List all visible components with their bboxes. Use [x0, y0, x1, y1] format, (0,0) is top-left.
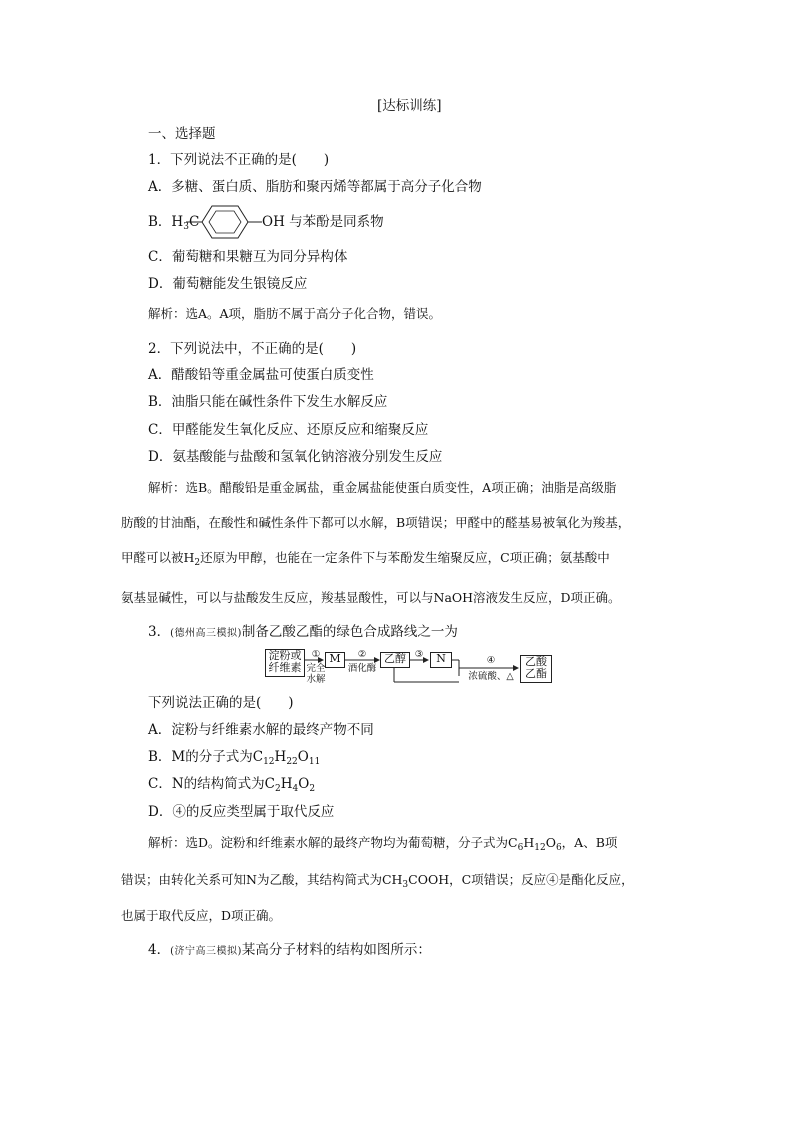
q3-answer-line1: 解析：选D。淀粉和纤维素水解的最终产物均为葡萄糖，分子式为$C_6H_{12}O_6$，A、B项: [148, 835, 618, 853]
flow-ethanol-box: 乙醇: [380, 652, 410, 668]
q2-option-d: D．氨基酸能与盐酸和氢氧化钠溶液分别发生反应: [148, 449, 443, 465]
section-heading: 一、选择题: [148, 126, 216, 142]
q2-option-a: A．醋酸铅等重金属盐可使蛋白质变性: [148, 367, 374, 383]
flow-start-box: 淀粉或 纤维素: [265, 649, 305, 677]
q3-source: (德州高三模拟): [170, 628, 242, 639]
q4-stem: 4．(济宁高三模拟)某高分子材料的结构如图所示：: [148, 942, 431, 958]
q3-answer-line2: 错误；由转化关系可知N为乙酸，其结构简式为$CH_3COOH$，C项错误；反应④是酯化反应，: [121, 872, 634, 890]
q2-stem: 2．下列说法中，不正确的是( ): [148, 341, 357, 357]
q2-option-b: B．油脂只能在碱性条件下发生水解反应: [148, 394, 388, 410]
q1-option-b-rest: OH 与苯酚是同系物: [262, 214, 384, 230]
flow-step-1: ①: [311, 649, 321, 660]
q3-answer-line3: 也属于取代反应，D项正确。: [121, 908, 282, 923]
flow-end-box: 乙酸 乙酯: [520, 655, 552, 683]
q2-answer-line3: 甲醛可以被$H_2$还原为甲醇，也能在一定条件下与苯酚发生缩聚反应，C项正确；氨基酸中: [121, 550, 610, 568]
q3-option-d: D．④的反应类型属于取代反应: [148, 804, 335, 820]
q1-option-b: B．$H_3C$: [148, 214, 200, 232]
flow-step-4: ④: [486, 655, 496, 666]
q2-option-c: C．甲醛能发生氧化反应、还原反应和缩聚反应: [148, 422, 429, 438]
flow-m-box: M: [325, 652, 345, 668]
flow-cond-2: 酒化酶: [347, 663, 377, 674]
flow-n-box: N: [430, 652, 452, 668]
q3-option-b: B．M的分子式为$C_{12}H_{22}O_{11}$: [148, 749, 321, 767]
q3-option-a: A．淀粉与纤维素水解的最终产物不同: [148, 722, 374, 738]
q1-option-c: C．葡萄糖和果糖互为同分异构体: [148, 249, 348, 265]
benzene-ring-structure: [186, 201, 274, 243]
q1-stem: 1．下列说法不正确的是( ): [148, 152, 330, 168]
q2-answer-line4: 氨基显碱性，可以与盐酸发生反应，羧基显酸性，可以与NaOH溶液发生反应，D项正确。: [121, 590, 621, 605]
q1-option-d: D．葡萄糖能发生银镜反应: [148, 276, 308, 292]
q3-stem: 3．(德州高三模拟)制备乙酸乙酯的绿色合成路线之一为: [148, 624, 458, 640]
flow-cond-1: 完全 水解: [306, 663, 326, 685]
q3-lead: 下列说法正确的是( ): [148, 695, 294, 711]
q2-answer-line1: 解析：选B。醋酸铅是重金属盐，重金属盐能使蛋白质变性，A项正确；油脂是高级脂: [148, 480, 617, 495]
q3-option-c: C．N的结构简式为$C_2H_4O_2$: [148, 776, 316, 794]
flow-step-3: ③: [414, 649, 424, 660]
flow-cond-4: 浓硫酸、△: [468, 671, 514, 682]
q4-source: (济宁高三模拟): [170, 946, 242, 957]
flow-step-2: ②: [357, 649, 367, 660]
section-title: [达标训练]: [377, 98, 442, 114]
q1-option-a: A．多糖、蛋白质、脂肪和聚丙烯等都属于高分子化合物: [148, 179, 482, 195]
q1-answer: 解析：选A。A项，脂肪不属于高分子化合物，错误。: [148, 306, 442, 321]
q2-answer-line2: 肪酸的甘油酯，在酸性和碱性条件下都可以水解，B项错误；甲醛中的醛基易被氧化为羧基，: [121, 515, 631, 530]
